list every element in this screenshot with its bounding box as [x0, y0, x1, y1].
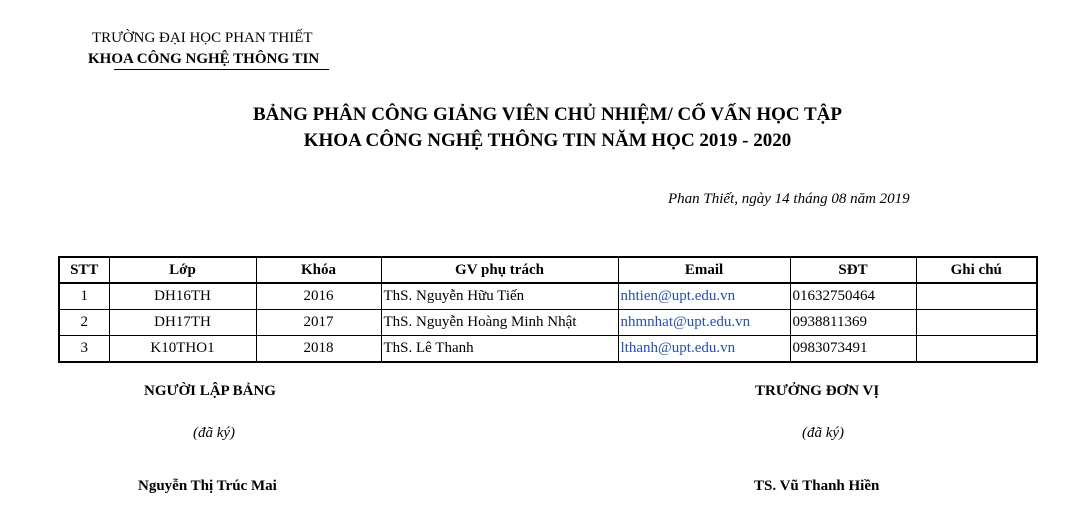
- assignment-table: [58, 256, 1038, 363]
- column-header-phone: SĐT: [790, 257, 916, 283]
- cell-stt: 3: [59, 336, 109, 363]
- cell-lecturer: ThS. Lê Thanh: [381, 336, 618, 363]
- faculty-name: KHOA CÔNG NGHỆ THÔNG TIN: [88, 51, 320, 67]
- cell-phone: 0983073491: [790, 336, 916, 363]
- cell-lecturer: ThS. Nguyễn Hữu Tiến: [381, 283, 618, 310]
- column-header-notes: Ghi chú: [916, 257, 1037, 283]
- cell-lecturer: ThS. Nguyễn Hoàng Minh Nhật: [381, 310, 618, 336]
- document-title-line2: KHOA CÔNG NGHỆ THÔNG TIN NĂM HỌC 2019 - 2020: [303, 130, 792, 151]
- cell-cohort: 2016: [256, 283, 381, 310]
- cell-phone: 0938811369: [790, 310, 916, 336]
- right-signature-name: TS. Vũ Thanh Hiền: [754, 478, 880, 494]
- cell-email-link[interactable]: nhtien@upt.edu.vn: [618, 283, 790, 310]
- document-title-line1: BẢNG PHÂN CÔNG GIẢNG VIÊN CHỦ NHIỆM/ CỐ VẤN HỌC TẬP: [252, 104, 843, 125]
- column-header-email: Email: [618, 257, 790, 283]
- university-name: TRƯỜNG ĐẠI HỌC PHAN THIẾT: [92, 30, 313, 46]
- cell-class: K10THO1: [109, 336, 256, 363]
- cell-email-link[interactable]: lthanh@upt.edu.vn: [618, 336, 790, 363]
- left-signature-status: (đã ký): [193, 425, 236, 441]
- column-header-lecturer: GV phụ trách: [381, 257, 618, 283]
- table-row: [59, 310, 1037, 336]
- right-signature-status: (đã ký): [802, 425, 845, 441]
- column-header-stt: STT: [59, 257, 109, 283]
- cell-class: DH17TH: [109, 310, 256, 336]
- left-signature-name: Nguyễn Thị Trúc Mai: [138, 478, 277, 494]
- table-row: [59, 336, 1037, 363]
- table-row: [59, 283, 1037, 310]
- cell-email-link[interactable]: nhmnhat@upt.edu.vn: [618, 310, 790, 336]
- column-header-class: Lớp: [109, 257, 256, 283]
- faculty-underline: [114, 69, 329, 70]
- cell-cohort: 2017: [256, 310, 381, 336]
- cell-class: DH16TH: [109, 283, 256, 310]
- right-signature-role: TRƯỞNG ĐƠN VỊ: [755, 383, 880, 399]
- cell-notes: [916, 336, 1037, 363]
- table-header-row: [59, 257, 1037, 283]
- cell-stt: 2: [59, 310, 109, 336]
- cell-notes: [916, 283, 1037, 310]
- cell-phone: 01632750464: [790, 283, 916, 310]
- cell-cohort: 2018: [256, 336, 381, 363]
- date-line: Phan Thiết, ngày 14 tháng 08 năm 2019: [668, 191, 910, 207]
- left-signature-role: NGƯỜI LẬP BẢNG: [144, 383, 276, 399]
- cell-stt: 1: [59, 283, 109, 310]
- cell-notes: [916, 310, 1037, 336]
- column-header-cohort: Khóa: [256, 257, 381, 283]
